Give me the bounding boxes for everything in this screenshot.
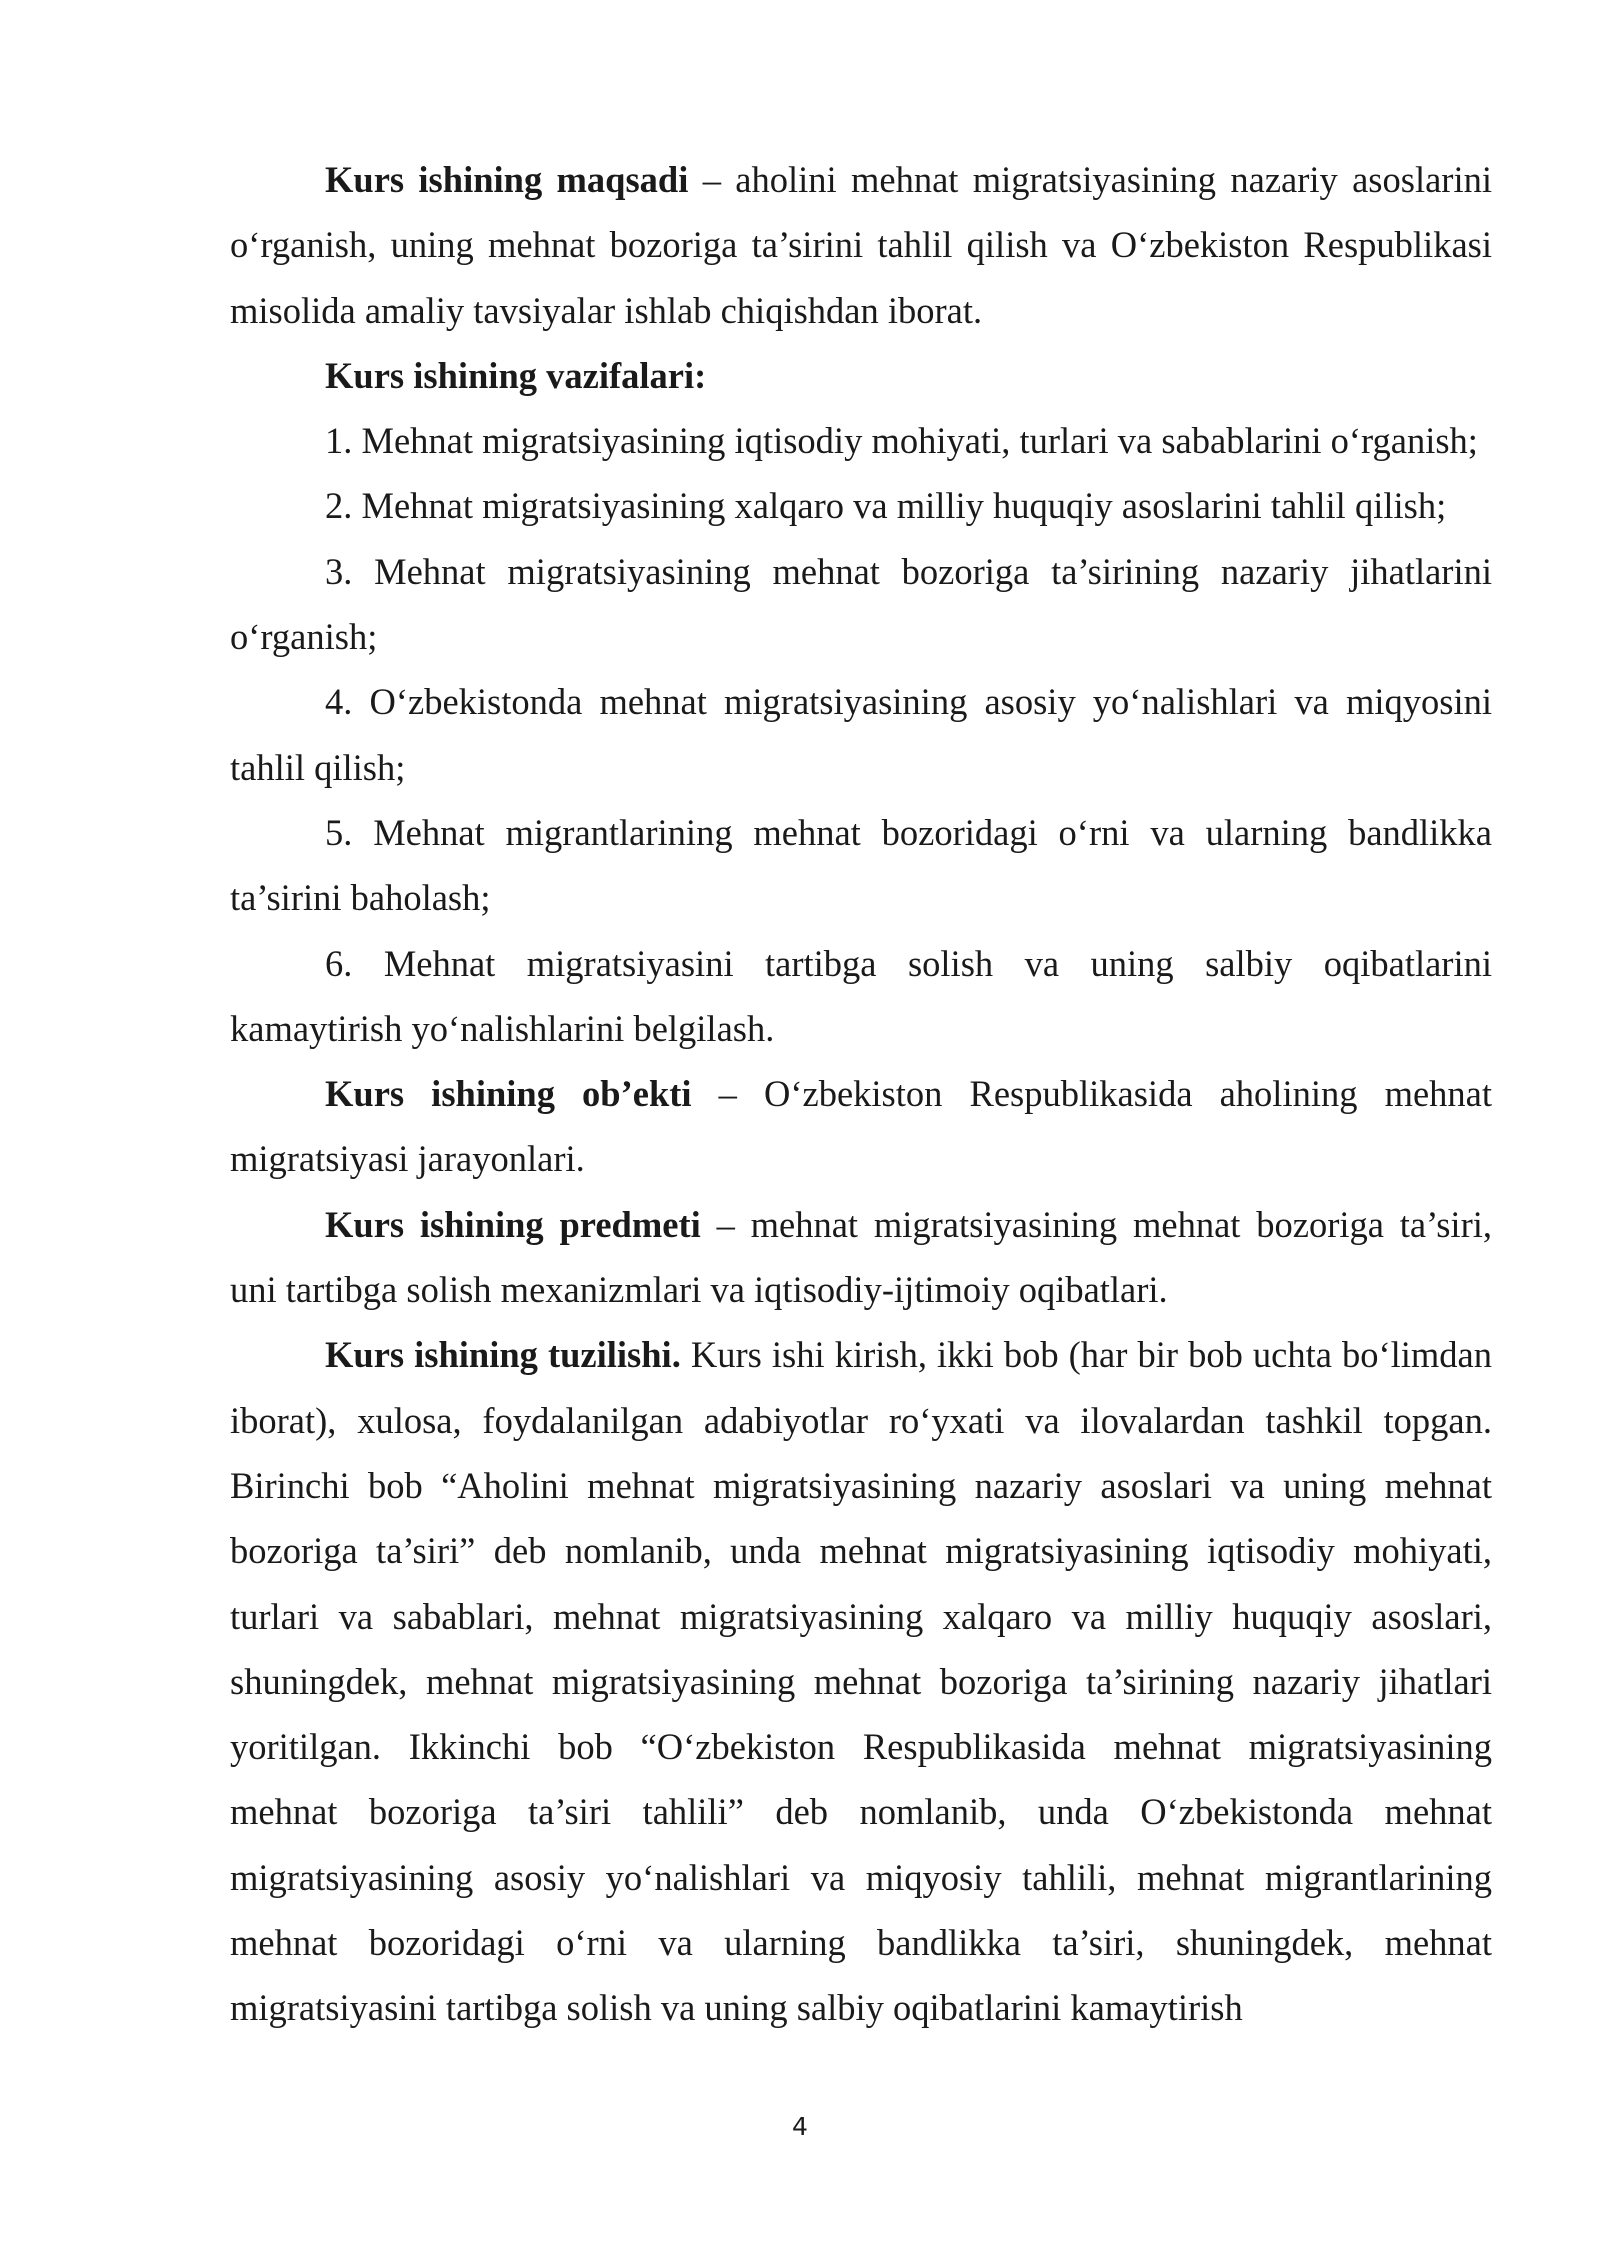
- task-text: 5. Mehnat migrantlarining mehnat bozoridagi o‘rni va ularning bandlikka ta’sirini baholash;: [230, 811, 1492, 919]
- task-item-4: [230, 669, 1492, 800]
- task-text: 3. Mehnat migratsiyasining mehnat bozoriga ta’sirining nazariy jihatlarini o‘rganish;: [230, 550, 1492, 658]
- task-text: 4. O‘zbekistonda mehnat migratsiyasining asosiy yo‘nalishlari va miqyosini tahlil qilish;: [230, 681, 1492, 788]
- task-text: 6. Mehnat migratsiyasini tartibga solish va uning salbiy oqibatlarini kamaytirish yo‘nalishlarini belgilash.: [230, 942, 1492, 1049]
- subject-text: – mehnat migratsiyasining mehnat bozoriga ta’siri, uni tartibga solish mexanizmlari va iqtisodiy-ijtimoiy oqibatlari.: [230, 1203, 1492, 1311]
- task-text: 2. Mehnat migratsiyasining xalqaro va milliy huquqiy asoslarini tahlil qilish;: [325, 485, 1447, 527]
- object-text: – O‘zbekiston Respublikasida aholining mehnat migratsiyasi jarayonlari.: [230, 1073, 1493, 1180]
- paragraph-tasks-heading: [230, 343, 1492, 408]
- page-number: 4: [792, 2112, 808, 2141]
- task-item-5: [230, 800, 1492, 931]
- task-text: 1. Mehnat migratsiyasining iqtisodiy mohiyati, turlari va sabablarini o‘rganish;: [325, 420, 1478, 462]
- task-item-6: [230, 931, 1492, 1062]
- tasks-heading: Kurs ishining vazifalari:: [325, 354, 707, 396]
- goal-text: – aholini mehnat migratsiyasining nazariy asoslarini o‘rganish, uning mehnat bozoriga ta’sirini tahlil qilish va O‘zbekiston Respublikasi misolida amaliy tavsiyalar ishlab chiqishdan iborat.: [230, 159, 1492, 331]
- goal-heading: Kurs ishining maqsadi: [325, 159, 689, 200]
- subject-heading: Kurs ishining predmeti: [325, 1203, 701, 1245]
- task-item-1: [230, 408, 1492, 473]
- structure-heading: Kurs ishining tuzilishi.: [325, 1334, 681, 1376]
- task-item-2: [230, 473, 1492, 538]
- task-item-3: [230, 539, 1492, 670]
- paragraph-subject: [230, 1192, 1492, 1323]
- structure-text: Kurs ishi kirish, ikki bob (har bir bob uchta bo‘limdan iborat), xulosa, foydalanilgan adabiyotlar ro‘yxati va ilovalardan tashkil topgan. Birinchi bob “Aholini mehnat migratsiyasining nazariy asoslari va uning mehnat bozoriga ta’siri” deb nomlanib, unda mehnat migratsiyasining iqtisodiy mohiyati, turlari va sabablari, mehnat migratsiyasining xalqaro va milliy huquqiy asoslari, shuningdek, mehnat migratsiyasining mehnat bozoriga ta’sirining nazariy jihatlari yoritilgan. Ikkinchi bob “O‘zbekiston Respublikasida mehnat migratsiyasining mehnat bozoriga ta’siri tahlili” deb nomlanib, unda O‘zbekistonda mehnat migratsiyasining asosiy yo‘nalishlari va miqyosiy tahlili, mehnat migrantlarining mehnat bozoridagi o‘rni va ularning bandlikka ta’siri, shuningdek, mehnat migratsiyasini tartibga solish va uning salbiy oqibatlarini kamaytirish: [230, 1334, 1492, 2029]
- object-heading: Kurs ishining ob’ekti: [325, 1073, 692, 1115]
- paragraph-goal: [230, 147, 1492, 343]
- paragraph-object: [230, 1061, 1492, 1192]
- paragraph-structure: [230, 1322, 1492, 2040]
- body-text: [230, 147, 1492, 2041]
